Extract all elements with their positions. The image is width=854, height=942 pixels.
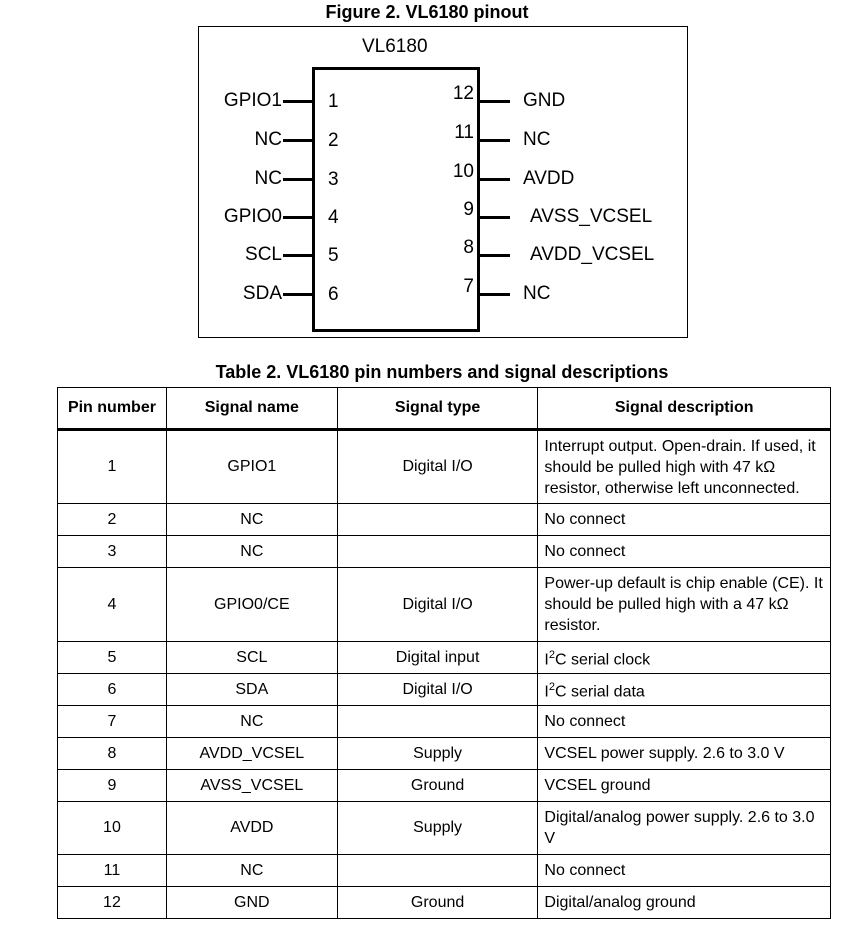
header-signal-name: Signal name [166,388,337,430]
desc-text: VCSEL power supply. 2.6 to 3.0 V [544,745,785,762]
left-pin-line [283,100,313,103]
cell-signal-name: AVDD [166,802,337,855]
right-pin-name: AVDD_VCSEL [530,244,655,265]
right-pin-number: 12 [452,83,474,104]
cell-signal-name: NC [166,536,337,568]
cell-signal-description [538,568,831,642]
left-pin-line [283,216,313,219]
right-pin-name: AVSS_VCSEL [530,206,653,227]
desc-text: Digital/analog power supply. 2.6 to 3.0 V [544,809,815,847]
cell-signal-description [538,642,831,674]
cell-signal-type: Digital I/O [337,430,538,504]
cell-signal-type: Digital I/O [337,568,538,642]
desc-text: No connect [544,511,626,528]
cell-pin-number: 11 [58,855,167,887]
right-pin-line [480,216,510,219]
chip-name: VL6180 [362,36,428,57]
cell-signal-name: AVDD_VCSEL [166,738,337,770]
cell-signal-type: Supply [337,802,538,855]
cell-pin-number: 2 [58,504,167,536]
cell-signal-name: GPIO1 [166,430,337,504]
cell-pin-number: 3 [58,536,167,568]
right-pin-number: 10 [452,161,474,182]
table-row [58,568,831,642]
table-row [58,642,831,674]
header-pin-number: Pin number [58,388,167,430]
cell-pin-number: 4 [58,568,167,642]
right-pin-line [480,100,510,103]
table-header-row [58,388,831,430]
cell-pin-number: 1 [58,430,167,504]
desc-text: Interrupt output. Open-drain. If used, it should be pulled high with 47 kΩ resistor, otherwise left unconnected. [544,437,816,497]
cell-pin-number: 6 [58,674,167,706]
left-pin-number: 4 [328,207,339,228]
left-pin-name: NC [254,168,282,189]
desc-text: No connect [544,862,626,879]
table-row [58,706,831,738]
left-pin-number: 1 [328,91,339,112]
table-row [58,802,831,855]
right-pin-line [480,139,510,142]
right-pin-number: 8 [463,237,474,258]
cell-signal-type [337,504,538,536]
cell-pin-number: 9 [58,770,167,802]
left-pin-number: 5 [328,245,339,266]
desc-superscript: 2 [548,648,555,661]
cell-signal-name: AVSS_VCSEL [166,770,337,802]
table-row [58,674,831,706]
left-pin-line [283,178,313,181]
cell-signal-type [337,536,538,568]
cell-signal-description [538,738,831,770]
cell-signal-description [538,802,831,855]
desc-text: No connect [544,713,626,730]
left-pin-name: GPIO1 [223,90,282,111]
cell-signal-description [538,887,831,919]
cell-signal-name: NC [166,855,337,887]
cell-signal-type: Digital input [337,642,538,674]
desc-text: Power-up default is chip enable (CE). It should be pulled high with a 47 kΩ resistor. [544,575,823,634]
desc-text: Digital/analog ground [544,894,696,911]
right-pin-name: NC [523,283,551,304]
header-signal-description: Signal description [538,388,831,430]
left-pin-number: 3 [328,169,339,190]
cell-signal-name: SDA [166,674,337,706]
desc-text: VCSEL ground [544,777,651,794]
desc-superscript: 2 [548,680,555,693]
right-pin-line [480,254,510,257]
cell-signal-description [538,855,831,887]
right-pin-name: AVDD [523,168,575,189]
left-pin-name: GPIO0 [223,206,282,227]
cell-signal-name: NC [166,706,337,738]
cell-signal-name: NC [166,504,337,536]
pin-table [57,387,831,919]
cell-signal-description [538,770,831,802]
table-title: Table 2. VL6180 pin numbers and signal descriptions [215,362,669,382]
cell-signal-name: GPIO0/CE [166,568,337,642]
cell-signal-type: Ground [337,887,538,919]
table-row [58,855,831,887]
left-pin-number: 2 [328,130,339,151]
left-pin-line [283,139,313,142]
cell-signal-name: SCL [166,642,337,674]
table-row [58,738,831,770]
desc-prefix: I [544,683,549,701]
cell-signal-name: GND [166,887,337,919]
left-pin-name: SCL [245,244,282,265]
cell-pin-number: 8 [58,738,167,770]
header-signal-type: Signal type [337,388,538,430]
left-pin-line [283,254,313,257]
right-pin-number: 11 [454,122,474,143]
right-pin-number: 9 [463,199,474,220]
cell-signal-description [538,706,831,738]
cell-signal-description [538,504,831,536]
cell-signal-description [538,674,831,706]
cell-pin-number: 12 [58,887,167,919]
cell-signal-type: Digital I/O [337,674,538,706]
left-pin-line [283,293,313,296]
left-pin-name: SDA [242,283,282,304]
right-pin-number: 7 [463,276,474,297]
table-row [58,770,831,802]
desc-text: No connect [544,543,626,560]
table-row [58,536,831,568]
desc-prefix: I [544,651,549,669]
cell-pin-number: 7 [58,706,167,738]
cell-signal-description [538,536,831,568]
table-row [58,430,831,504]
cell-pin-number: 10 [58,802,167,855]
cell-signal-type [337,706,538,738]
right-pin-name: GND [523,90,566,111]
cell-signal-type [337,855,538,887]
right-pin-name: NC [523,129,551,150]
desc-text: C serial clock [555,651,651,669]
cell-signal-type: Ground [337,770,538,802]
cell-signal-type: Supply [337,738,538,770]
table-row [58,887,831,919]
table-row [58,504,831,536]
cell-signal-description [538,430,831,504]
right-pin-line [480,178,510,181]
left-pin-number: 6 [328,284,339,305]
desc-text: C serial data [555,683,645,701]
figure-title: Figure 2. VL6180 pinout [325,2,529,22]
left-pin-name: NC [254,129,282,150]
cell-pin-number: 5 [58,642,167,674]
right-pin-line [480,293,510,296]
